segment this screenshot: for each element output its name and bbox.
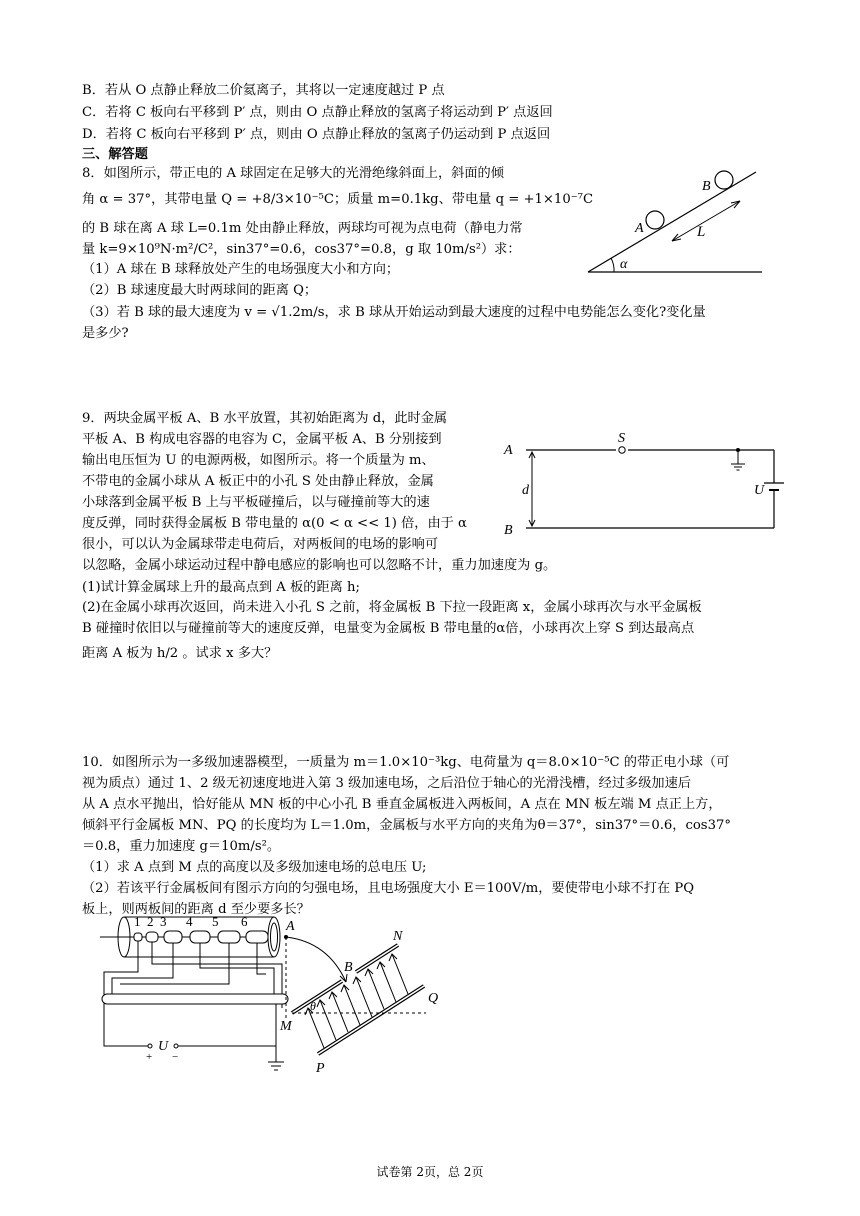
terminal-minus [174,1044,178,1048]
hole-s [619,447,625,453]
q9-line-7: 很小，可以认为金属球带走电荷后，对两板间的电场的影响可 [82,537,439,552]
plate-a-label: A [504,443,513,458]
q10-line-7: （2）若该平行金属板间有图示方向的匀强电场，且电场强度大小 E＝100V/m，要使带电小球不打在 PQ [82,881,695,896]
alpha-label: α [620,257,628,272]
q8-line-4: 量 k=9×10⁹N·m²/C²，sin37°=0.6，cos37°=0.8，g 取 10m/s²）求： [82,242,521,257]
tube-number-4: 4 [186,914,193,929]
ball-b-label: B [702,179,711,194]
gap-label: d [522,483,529,498]
q9-line-8: 以忽略，金属小球运动过程中静电感应的影响也可以忽略不计，重力加速度为 g。 [82,558,557,573]
trajectory [286,937,346,982]
section-heading: 三、解答题 [82,147,148,162]
point-a-label: A [286,919,295,934]
q10-line-2: 视为质点）通过 1、2 级无初速度地进入第 3 级加速电场，之后沿位于轴心的光滑浅槽，经过多级加速后 [82,776,691,791]
minus-sign: − [172,1051,179,1063]
field-lines [305,954,408,1048]
q8-incline-figure [580,166,780,278]
terminal-plus [148,1044,152,1048]
tube-number-2: 2 [147,914,154,929]
q8-line-2: 角 α = 37°，其带电量 Q = +8/3×10⁻⁵C；质量 m=0.1kg、带电量 q = +1×10⁻⁷C [82,192,594,207]
point-p-label: P [316,1061,325,1076]
tube-number-1: 1 [134,914,141,929]
q10-accelerator-figure [96,912,452,1078]
plate-b-label: B [504,523,513,538]
q9-line-5: 小球落到金属平板 B 上与平板碰撞后，以与碰撞前等大的速 [82,495,430,510]
q10-line-6: （1）求 A 点到 M 点的高度以及多级加速电场的总电压 U; [82,860,427,875]
q9-line-6: 度反弹，同时获得金属板 B 带电量的 α(0 < α << 1) 倍，由于 α [82,516,467,531]
q9-line-1: 9．两块金属平板 A、B 水平放置，其初始距离为 d，此时金属 [82,411,448,426]
wiring [102,941,288,1070]
ball-a [646,211,664,229]
q9-line-3: 输出电压恒为 U 的电源两极，如图所示。将一个质量为 m、 [82,453,435,468]
drift-tubes [134,931,268,943]
q10-line-4: 倾斜平行金属板 MN、PQ 的长度均为 L＝1.0m，金属板与水平方向的夹角为θ＝37°，sin37°＝0.6，cos37° [82,818,731,833]
q8-line-1: 8．如图所示，带正电的 A 球固定在足够大的光滑绝缘斜面上，斜面的倾 [82,166,504,181]
incline-slope [588,172,756,272]
hole-s-label: S [618,431,625,446]
theta-label: θ [310,999,316,1013]
ball-b [715,171,733,189]
ball-a-label: A [635,221,644,236]
q8-line-6: （2）B 球速度最大时两球间的距离 Q； [82,283,318,298]
alpha-arc [611,258,614,272]
point-b-label: B [344,960,353,975]
q8-line-8: 是多少? [82,326,129,341]
q9-line-10: (2)在金属小球再次返回，尚未进入小孔 S 之前，将金属板 B 下拉一段距离 x，金属小球再次与水平金属板 [82,600,702,615]
option-d: D．若将 C 板向右平移到 P′ 点，则由 O 点静止释放的氢离子仍运动到 P 点返回 [82,127,551,142]
arrow-head-upper [731,201,740,208]
voltage-label: U [158,1039,169,1054]
q8-line-7: （3）若 B 球的最大速度为 v = √1.2m/s，求 B 球从开始运动到最大速度的过程中电势能怎么变化?变化量 [82,305,706,320]
page-footer: 试卷第 2页，总 2页 [376,1165,484,1179]
arrow-head-lower [672,234,681,241]
plus-sign: + [146,1051,153,1063]
q9-capacitor-figure [498,430,804,542]
distance-label: L [697,224,706,240]
q9-line-2: 平板 A、B 构成电容器的电容为 C，金属平板 A、B 分别接到 [82,432,442,447]
tube-number-5: 5 [212,914,219,929]
q8-line-5: （1）A 球在 B 球释放处产生的电场强度大小和方向； [82,262,400,277]
option-b: B．若从 O 点静止释放二价氦离子，其将以一定速度越过 P 点 [82,83,445,98]
q9-line-9: (1)试计算金属球上升的最高点到 A 板的距离 h; [82,580,360,595]
q10-line-8: 板上，则两板间的距离 d 至少要多长？ [82,902,310,917]
q9-line-12: 距离 A 板为 h/2 。试求 x 多大？ [82,646,278,661]
voltage-label: U [754,483,765,498]
point-n-label: N [393,929,403,944]
q9-line-4: 不带电的金属小球从 A 板正中的小孔 S 处由静止释放，金属 [82,474,434,489]
distance-arrow [672,201,740,241]
option-c: C．若将 C 板向右平移到 P′ 点，则由 O 点静止释放的氢离子将运动到 P′ 点返回 [82,105,553,120]
q10-line-5: ＝0.8，重力加速度 g＝10m/s²。 [82,839,281,854]
q9-line-11: B 碰撞时依旧以与碰撞前等大的速度反弹，电量变为金属板 B 带电量的α倍，小球再次上穿 S 到达最高点 [82,621,695,636]
tube-numbers [134,914,248,929]
tube-number-6: 6 [241,914,248,929]
point-m-label: M [280,1019,292,1034]
q10-line-1: 10．如图所示为一多级加速器模型，一质量为 m＝1.0×10⁻³kg、电荷量为 q＝8.0×10⁻⁵C 的带正电小球（可 [82,755,730,770]
tube-number-3: 3 [160,914,167,929]
q8-line-3: 的 B 球在离 A 球 L=0.1m 处由静止释放，两球均可视为点电荷（静电力常 [82,221,523,236]
point-q-label: Q [428,991,439,1006]
q10-line-3: 从 A 点水平抛出，恰好能从 MN 板的中心小孔 B 垂直金属板进入两板间，A 点在 MN 板左端 M 点正上方， [82,797,722,812]
